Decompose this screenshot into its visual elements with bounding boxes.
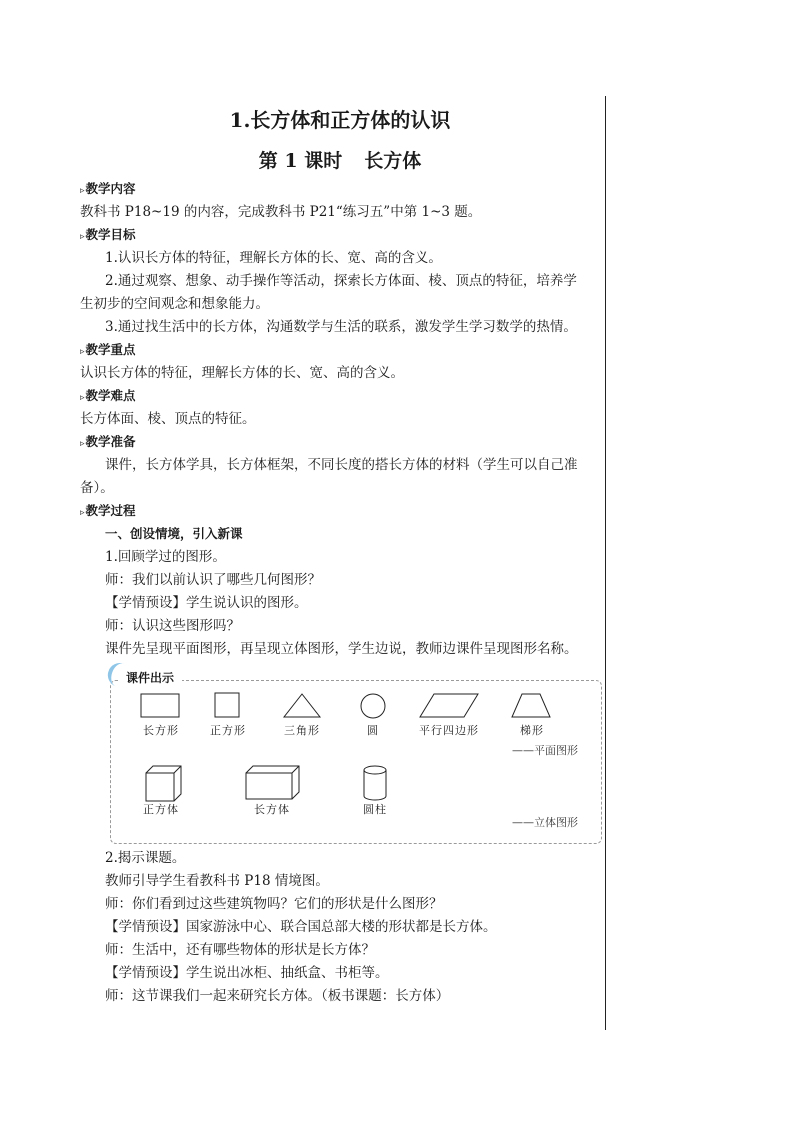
situation-tag: 【学情预设】 xyxy=(105,965,186,981)
parallelogram-shape xyxy=(420,694,478,717)
reveal-line-7: 师：这节课我们一起来研究长方体。（板书课题：长方体） xyxy=(105,988,450,1004)
label-cylinder: 圆柱 xyxy=(363,803,387,816)
goal-2b: 生初步的空间观念和想象能力。 xyxy=(80,296,269,312)
reveal-line-6: 【学情预设】学生说出冰柜、抽纸盒、书柜等。 xyxy=(105,965,389,981)
cube-shape xyxy=(146,766,181,801)
reveal-line-3: 师：你们看到过这些建筑物吗？它们的形状是什么图形？ xyxy=(105,896,443,912)
label-square: 正方形 xyxy=(210,724,246,737)
label-cuboid: 长方体 xyxy=(254,803,290,816)
cuboid-shape xyxy=(246,766,299,799)
reveal-line-1: 2.揭示课题。 xyxy=(105,850,186,866)
part-1-heading: 一、创设情境，引入新课 xyxy=(105,526,243,541)
triangle-bullet-icon: ▹ xyxy=(80,347,85,357)
triangle-bullet-icon: ▹ xyxy=(80,439,85,449)
lesson-number: 第 1 课时 xyxy=(258,150,343,172)
prep-text-b: 备）。 xyxy=(80,480,114,496)
rectangle-shape xyxy=(141,694,179,717)
goal-1: 1.认识长方体的特征，理解长方体的长、宽、高的含义。 xyxy=(105,250,442,266)
process-line-2: 师：我们以前认识了哪些几何图形？ xyxy=(105,572,321,588)
label-circle: 圆 xyxy=(367,724,379,737)
key-text: 认识长方体的特征，理解长方体的长、宽、高的含义。 xyxy=(80,365,404,381)
triangle-bullet-icon: ▹ xyxy=(80,232,85,242)
situation-tag: 【学情预设】 xyxy=(105,595,186,611)
reveal-line-4: 【学情预设】国家游泳中心、联合国总部大楼的形状都是长方体。 xyxy=(105,919,497,935)
prep-text-a: 课件，长方体学具，长方体框架，不同长度的搭长方体的材料（学生可以自己准 xyxy=(105,457,578,473)
page-title: 1.长方体和正方体的认识 xyxy=(229,108,451,132)
lesson-topic: 长方体 xyxy=(364,150,422,172)
triangle-shape xyxy=(284,694,320,717)
triangle-bullet-icon: ▹ xyxy=(80,393,85,403)
reveal-line-2: 教师引导学生看教科书 P18 情境图。 xyxy=(105,873,329,889)
solid-shapes-note: ——立体图形 xyxy=(512,816,578,829)
label-triangle: 三角形 xyxy=(284,724,320,737)
situation-tag: 【学情预设】 xyxy=(105,919,186,935)
content-text: 教科书 P18~19 的内容，完成教科书 P21“练习五”中第 1~3 题。 xyxy=(80,204,482,220)
section-difficulty-head: ▹教学难点 xyxy=(80,388,136,403)
process-line-3: 【学情预设】学生说认识的图形。 xyxy=(105,595,308,611)
label-rectangle: 长方形 xyxy=(143,724,179,737)
reveal-line-5: 师：生活中，还有哪些物体的形状是长方体？ xyxy=(105,942,375,958)
goal-2a: 2.通过观察、想象、动手操作等活动，探索长方体面、棱、顶点的特征，培养学 xyxy=(105,273,577,289)
triangle-bullet-icon: ▹ xyxy=(80,508,85,518)
circle-shape xyxy=(361,694,385,718)
section-prep-head: ▹教学准备 xyxy=(80,434,136,449)
process-line-1: 1.回顾学过的图形。 xyxy=(105,549,226,565)
section-key-head: ▹教学重点 xyxy=(80,342,136,357)
label-parallelogram: 平行四边形 xyxy=(419,724,479,737)
courseware-tab: 课件出示 xyxy=(118,668,182,688)
label-trapezoid: 梯形 xyxy=(520,724,544,737)
goal-3: 3.通过找生活中的长方体，沟通数学与生活的联系，激发学生学习数学的热情。 xyxy=(105,319,577,335)
label-cube: 正方体 xyxy=(143,803,179,816)
difficulty-text: 长方体面、棱、顶点的特征。 xyxy=(80,411,256,427)
section-content-head: ▹教学内容 xyxy=(80,181,136,196)
triangle-bullet-icon: ▹ xyxy=(80,186,85,196)
section-process-head: ▹教学过程 xyxy=(80,503,136,518)
square-shape xyxy=(215,693,239,717)
cylinder-shape xyxy=(364,766,386,800)
process-line-5: 课件先呈现平面图形，再呈现立体图形，学生边说，教师边课件呈现图形名称。 xyxy=(105,641,578,657)
plane-shapes-note: ——平面图形 xyxy=(512,744,578,757)
section-goals-head: ▹教学目标 xyxy=(80,227,136,242)
process-line-4: 师：认识这些图形吗？ xyxy=(105,618,240,634)
trapezoid-shape xyxy=(512,694,550,717)
